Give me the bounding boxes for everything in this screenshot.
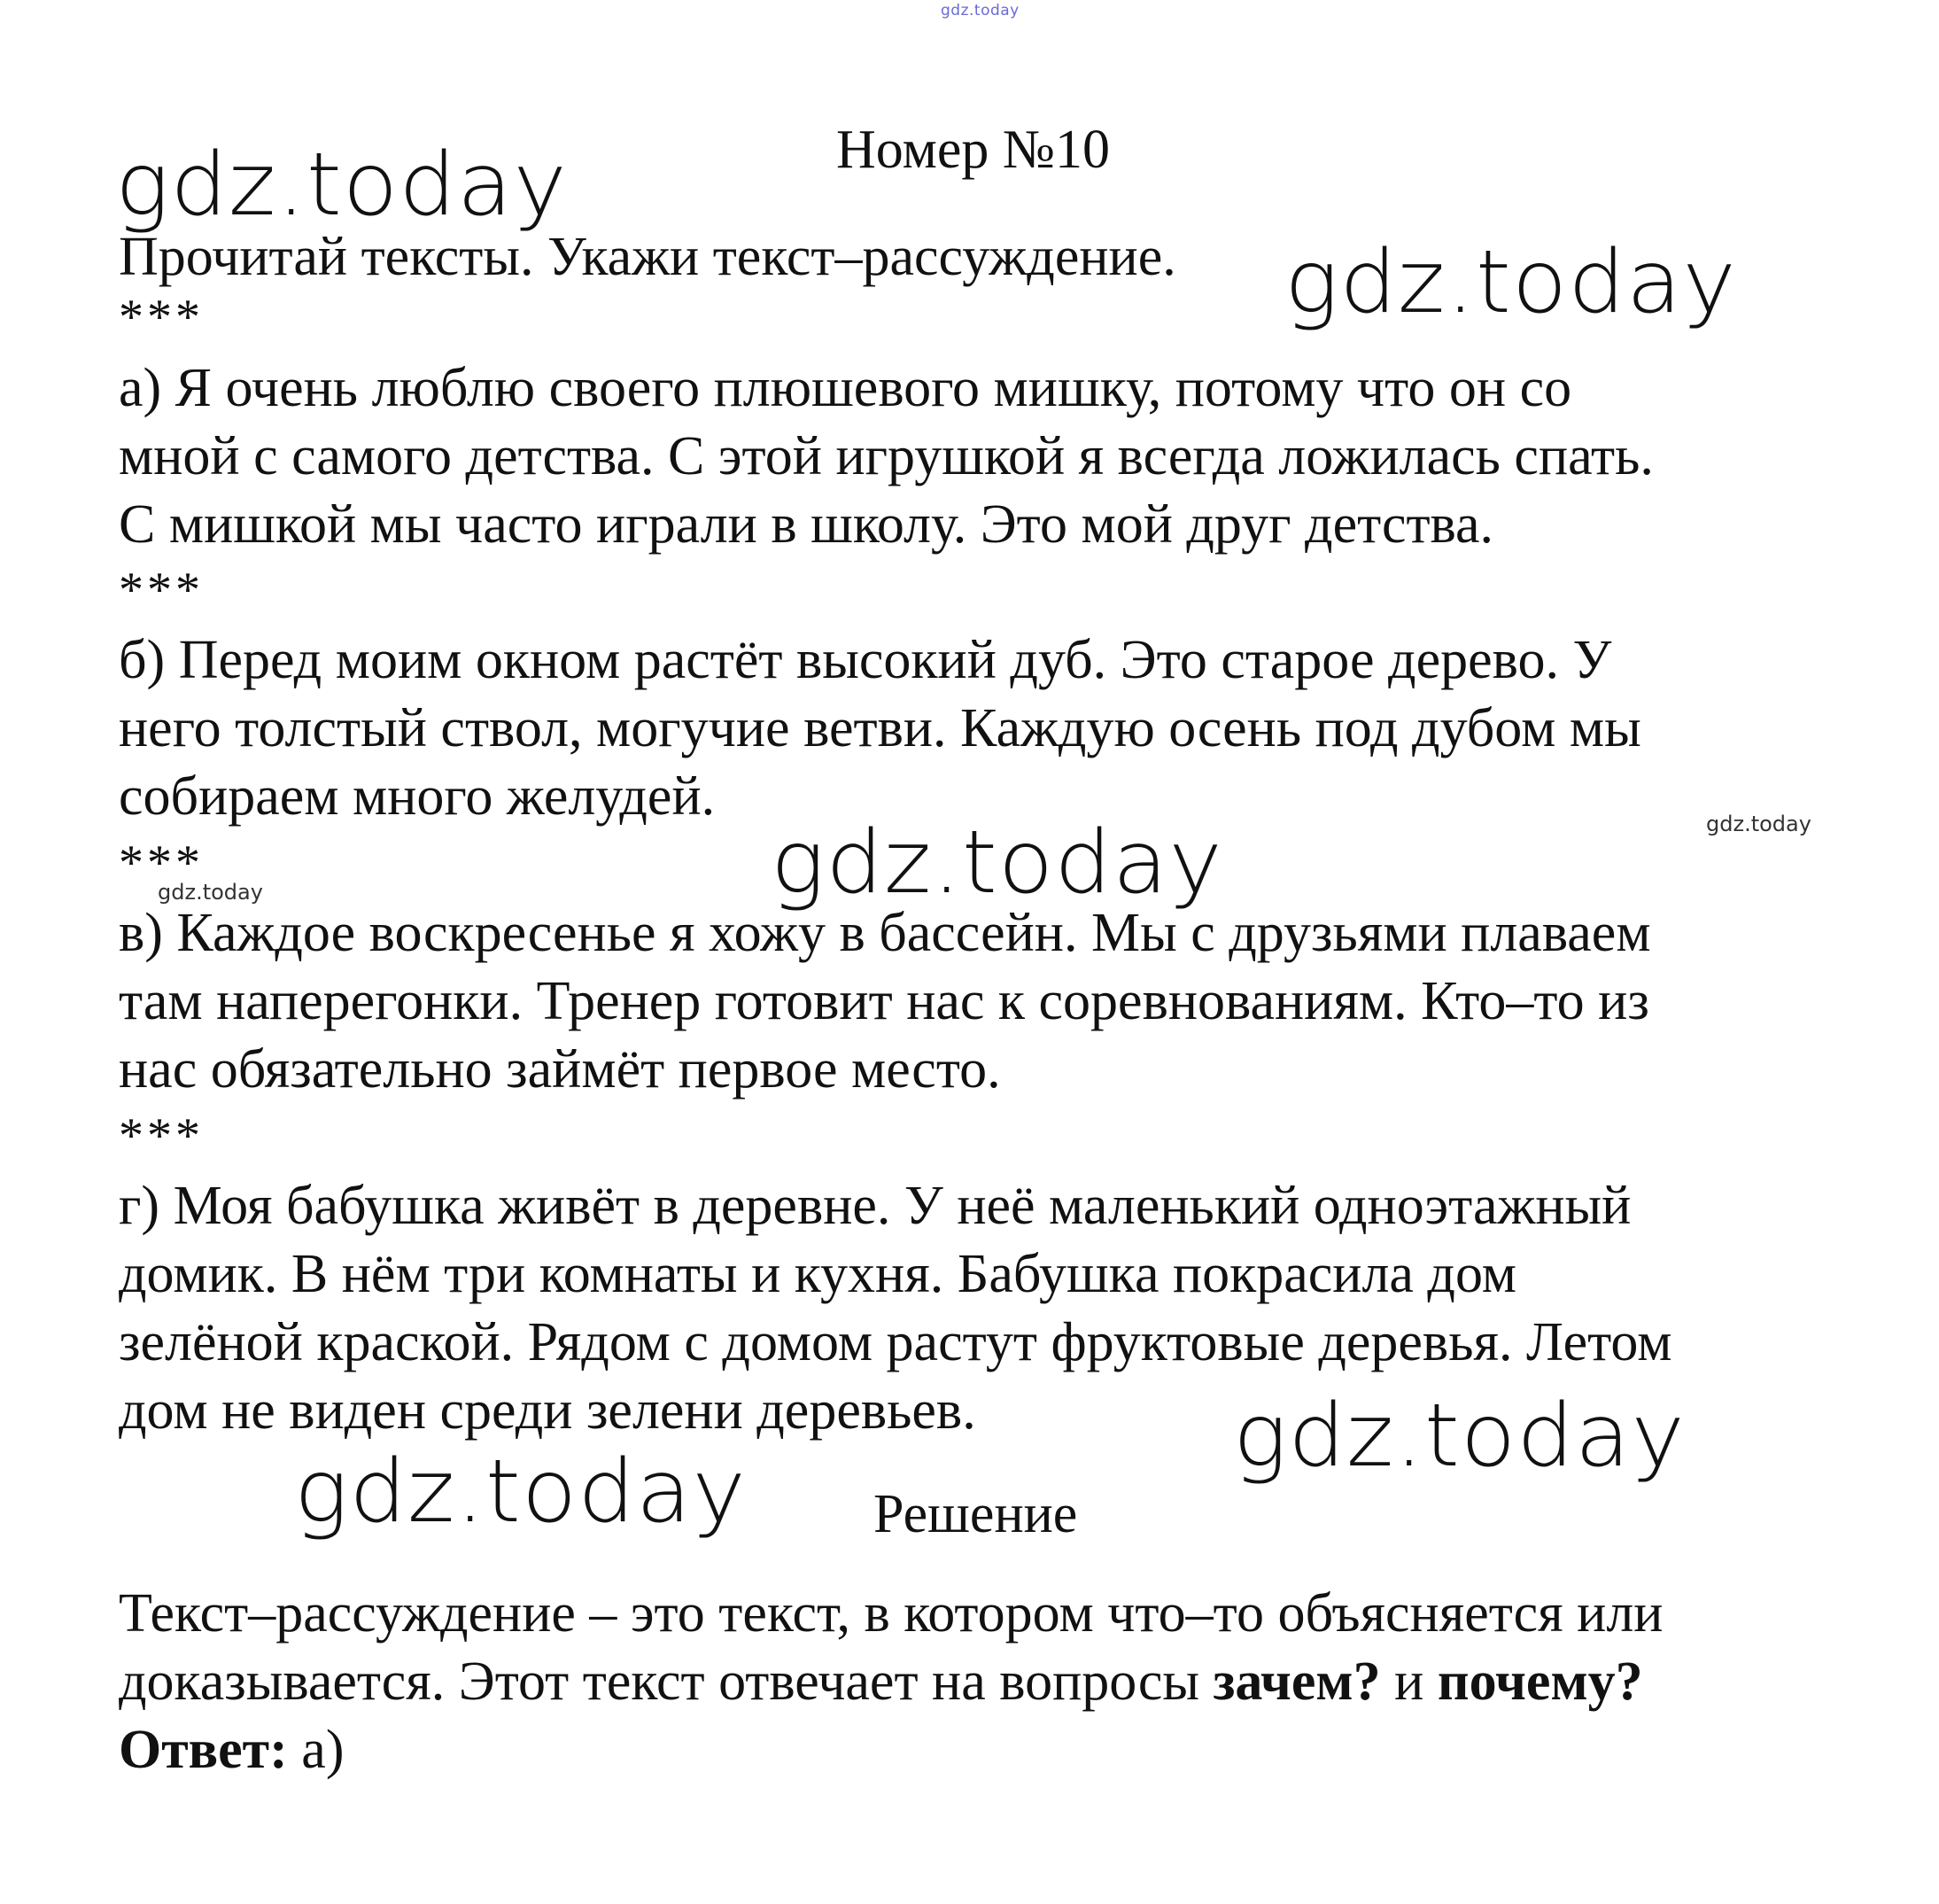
text-b xyxy=(119,626,1641,831)
text-g-line: домик. В нём три комнаты и кухня. Бабушка покрасила дом xyxy=(119,1244,1517,1304)
question-why-purpose: зачем? xyxy=(1213,1651,1381,1712)
text-g-line: зелёной краской. Рядом с домом растут фруктовые деревья. Летом xyxy=(119,1312,1672,1372)
solution-text xyxy=(119,1580,1663,1784)
text-v-line: нас обязательно займёт первое место. xyxy=(119,1039,1001,1100)
separator: *** xyxy=(119,290,204,345)
solution-line xyxy=(119,1648,1663,1716)
text-a-line: С мишкой мы часто играли в школу. Это мой друг детства. xyxy=(119,494,1494,555)
text-a-line: мной с самого детства. С этой игрушкой я всегда ложилась спать. xyxy=(119,426,1654,486)
text-b-line: б) Перед моим окном растёт высокий дуб. Это старое дерево. У xyxy=(119,630,1612,690)
text-v-line: в) Каждое воскресенье я хожу в бассейн. Мы с друзьями плаваем xyxy=(119,903,1651,963)
answer-value: а) xyxy=(287,1720,345,1780)
text-v xyxy=(119,899,1651,1104)
text-a xyxy=(119,354,1654,559)
text-v-line: там наперегонки. Тренер готовит нас к соревнованиям. Кто–то из xyxy=(119,971,1649,1031)
solution-heading: Решение xyxy=(873,1484,1078,1544)
answer-label: Ответ: xyxy=(119,1720,288,1780)
answer-line xyxy=(119,1716,1663,1784)
text-a-line: а) Я очень люблю своего плюшевого мишку, потому что он со xyxy=(119,358,1572,418)
solution-line-start: доказывается. Этот текст отвечает на вопросы xyxy=(119,1651,1214,1712)
watermark-large: gdz.today xyxy=(1284,232,1737,333)
text-g-line: дом не виден среди зелени деревьев. xyxy=(119,1380,976,1441)
page-title: Номер №10 xyxy=(836,120,1111,180)
separator: *** xyxy=(119,563,204,618)
text-g-line: г) Моя бабушка живёт в деревне. У неё маленький одноэтажный xyxy=(119,1176,1632,1236)
watermark-large: gdz.today xyxy=(771,812,1223,913)
watermark-large: gdz.today xyxy=(1233,1386,1686,1487)
question-why: почему? xyxy=(1437,1651,1643,1712)
solution-line: Текст–рассуждение – это текст, в котором что–то объясняется или xyxy=(119,1583,1664,1644)
text-b-line: него толстый ствол, могучие ветви. Каждую осень под дубом мы xyxy=(119,698,1641,758)
text-b-line: собираем много желудей. xyxy=(119,766,716,827)
conjunction: и xyxy=(1380,1651,1438,1712)
watermark-large: gdz.today xyxy=(115,135,568,236)
separator: *** xyxy=(119,835,204,890)
watermark-small: gdz.today xyxy=(1706,812,1811,836)
watermark-small: gdz.today xyxy=(158,880,263,905)
separator: *** xyxy=(119,1108,204,1163)
text-g xyxy=(119,1172,1671,1445)
top-watermark: gdz.today xyxy=(941,2,1020,19)
task-instruction: Прочитай тексты. Укажи текст–рассуждение. xyxy=(119,227,1176,287)
watermark-large: gdz.today xyxy=(294,1442,747,1543)
